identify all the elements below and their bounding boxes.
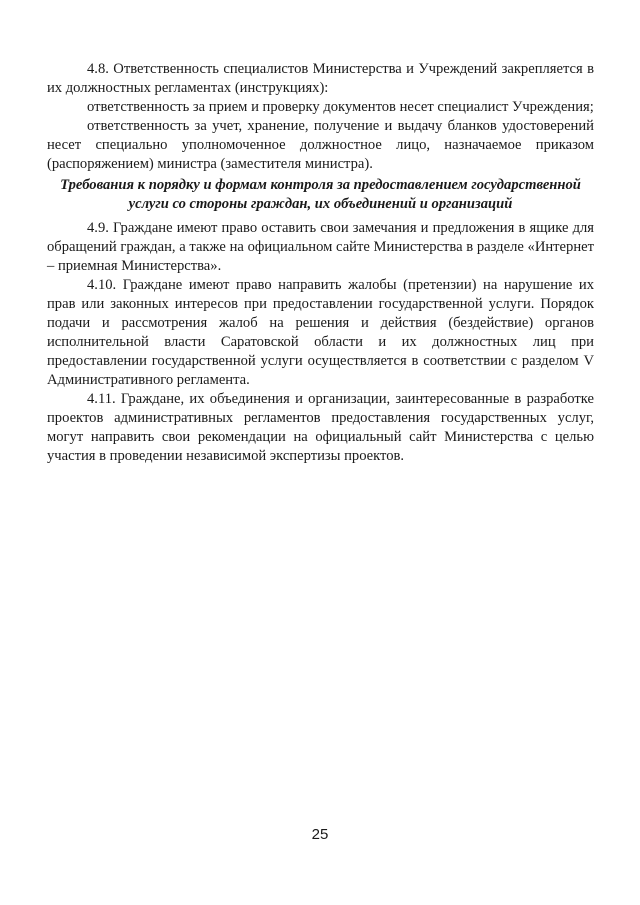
paragraph-4-8: 4.8. Ответственность специалистов Министерства и Учреждений закрепляется в их должностных регламентах (инструкциях): <box>47 61 594 96</box>
section-heading: Требования к порядку и формам контроля за предоставлением государственной услуги со стороны граждан, их объединений и организаций <box>60 177 581 212</box>
page-number: 25 <box>311 826 329 843</box>
paragraph-4-11: 4.11. Граждане, их объединения и организации, заинтересованные в разработке проектов административных регламентов предоставления государственных услуг, могут направить свои рекомендации на официальный сайт Министерства с целью участия в проведении независимой экспертизы проектов. <box>47 391 594 464</box>
paragraph-responsibility-forms: ответственность за учет, хранение, получение и выдачу бланков удостоверений несет специально уполномоченное должностное лицо, назначаемое приказом (распоряжением) министра (заместителя министра). <box>47 118 594 172</box>
paragraph-4-9: 4.9. Граждане имеют право оставить свои замечания и предложения в ящике для обращений граждан, а также на официальном сайте Министерства в разделе «Интернет – приемная Министерства». <box>47 220 594 274</box>
document-body <box>47 60 594 466</box>
paragraph-4-10: 4.10. Граждане имеют право направить жалобы (претензии) на нарушение их прав или законных интересов при предоставлении государственной услуги. Порядок подачи и рассмотрения жалоб на решения и действия (бездействие) органов исполнительной власти Саратовской области и их должностных лиц при предоставлении государственной услуги осуществляется в соответствии с разделом V Административного регламента. <box>47 277 594 388</box>
paragraph-responsibility-acceptance: ответственность за прием и проверку документов несет специалист Учреждения; <box>87 99 594 115</box>
